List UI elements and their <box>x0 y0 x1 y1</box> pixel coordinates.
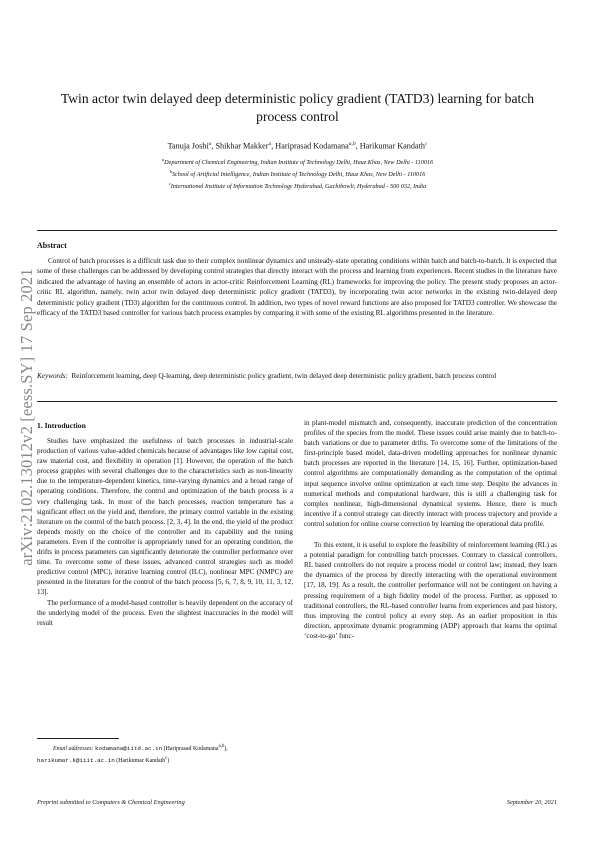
affiliation: $^c$International Institute of Information Technology Hyderabad, Gachibowli, Hyderabad - 500 032, India <box>168 180 427 190</box>
footnote-label: Email addresses: <box>53 745 94 752</box>
keywords-text: Reinforcement learning, deep Q-learning, deep deterministic policy gradient, twin delayed deep deterministic policy gradient, batch process control <box>71 372 497 380</box>
author-list: Tanuja Joshi$^a$, Shikhar Makker$^a$, Hariprasad Kodamana$^{a,b}$, Harikumar Kandath$^c$ <box>167 141 428 151</box>
author-name: Tanuja Joshi <box>167 141 209 151</box>
paragraph: The performance of a model-based controller is heavily dependent on the accuracy of the underlying model of the process. Even the slightest inaccuracies in the model will result <box>37 598 293 627</box>
abstract-heading: Abstract <box>37 241 67 250</box>
affiliation: $^a$Department of Chemical Engineering, Indian Institute of Technology Delhi, Hauz Khas, New Delhi - 110016 <box>161 157 434 167</box>
section-heading: 1. Introduction <box>37 421 86 430</box>
author-affil-mark: a <box>268 141 272 147</box>
paragraph: Studies have emphasized the usefulness of batch processes in industrial-scale production of various value-added chemicals because of advantages like low capital cost, raw material cost, and flexibility in operation [1]. However, the operation of the batch process grapples with several challenges due to the characteristics such as non-linearity due to the temperature-dependent kinetics, time-varying dynamics and a broad range of operating conditions. Therefore, the control and optimization of the batch process is a very challenging task. In most of the batch processes, reaction temperature has a significant effect on the yield and, therefore, the primary control variable in the existing literature on the control of the batch process. [2, 3, 4]. In the end, the yield of the product depends mostly on the choice of the controller and its capability and the tuning parameters. Even if the controller is appropriately tuned for an operating condition, the drifts in process parameters can significantly deteriorate the controller performance over time. To overcome some of these issues, advanced control strategies such as model predictive control (MPC), iterative learning control (ILC), nonlinear MPC (NMPC) are presented in the literature for the control of the batch process [5, 6, 7, 8, 9, 10, 11, 3, 12, 13]. <box>37 437 293 597</box>
paper-title: Twin actor twin delayed deep deterministic policy gradient (TATD3) learning for batch process control <box>60 91 535 124</box>
left-column <box>37 436 293 628</box>
footer-date: September 20, 2021 <box>506 799 557 806</box>
keywords <box>37 371 557 381</box>
author-affil-mark: c <box>424 141 428 147</box>
affiliation-list <box>40 156 555 192</box>
abstract-body: Control of batch processes is a difficult task due to their complex nonlinear dynamics and unsteady-state operating conditions within batch and batch-to-batch. It is expected that some of these challenges can be addressed by developing control strategies that directly interact with the process and learning from experiences. Recent studies in the literature have indicated the advantage of having an ensemble of actors in actor-critic Reinforcement Learning (RL) frameworks for improving the policy. The present study proposes an actor-critic RL algorithm, namely, twin actor twin delayed deep deterministic policy gradient (TATD3), by incorporating twin actor networks in the existing twin-delayed deep deterministic policy gradient (TD3) algorithm for the continuous control. In addition, two types of novel reward functions are also proposed for TATD3 controller. We showcase the efficacy of the TATD3 based controller for various batch process examples by comparing it with some of the existing RL algorithms presented in the literature. <box>37 257 557 318</box>
author-name: Shikhar Makker <box>215 141 269 151</box>
keywords-label: Keywords: <box>37 372 68 380</box>
paragraph: in plant-model mismatch and, consequently, inaccurate prediction of the concentration profiles of the species from the model. These issues could arise mainly due to batch-to-batch variations or due to parameter drifts. To overcome some of the limitations of the first-principle based model, data-driven modelling approaches for nonlinear dynamic batch processes are reported in the literature [14, 15, 16]. Further, optimization-based control algorithms are computationally demanding as the computation of the optimal input sequence involve online optimization at each time step. Despite the advances in numerical methods and computational hardware, this is still a challenging task for complex nonlinear, high-dimensional dynamical systems. Hence, there is much incentive if a control strategy can directly interact with process trajectory and provide a control solution for online course correction by learning the operational data profile. <box>304 419 557 528</box>
author-affil-mark: a,b <box>348 141 356 147</box>
right-column <box>304 418 557 641</box>
email-link[interactable]: kodamana@iitd.ac.in <box>95 744 163 752</box>
email-link[interactable]: harikumar.k@iiit.ac.in <box>37 757 115 765</box>
footer-journal: Preprint submitted to Computers & Chemical Engineering <box>37 799 185 806</box>
author-name: Hariprasad Kodamana <box>275 141 349 151</box>
arxiv-identifier: arXiv:2102.13012v2 [eess.SY] 17 Sep 2021 <box>17 268 36 566</box>
footnote: Email addresses: kodamana@iitd.ac.in (Hariprasad Kodamana$^{a,b}$), harikumar.k@iiit.ac.in (Harikumar Kandath$^c$) <box>37 744 228 765</box>
abstract-bottom-rule <box>37 401 557 402</box>
paragraph: To this extent, it is useful to explore the feasibility of reinforcement learning (RL) as a potential paradigm for controlling batch processes. Contrary to classical controllers, RL based controllers do not require a process model or control law; instead, they learn the dynamics of the process by directly interacting with the operational environment [17, 18, 19]. As a result, the controller performance will not be contingent on having a pressing requirement of a high fidelity model of the process. Further, as opposed to traditional controllers, the RL-based controller learns from experiences and past history, thus improving the control policy at every step. As an earlier proposition in this direction, approximate dynamic programming (ADP) approach that learns the optimal ‘cost-to-go’ func- <box>304 541 557 640</box>
footnote-rule <box>37 738 119 739</box>
author-name: Harikumar Kandath <box>359 141 425 151</box>
author-affil-mark: a <box>208 141 212 147</box>
abstract-top-rule <box>37 230 557 231</box>
affiliation: $^b$School of Artificial Intelligence, Indian Institute of Technology Delhi, Hauz Khas, New Delhi - 110016 <box>169 168 426 178</box>
